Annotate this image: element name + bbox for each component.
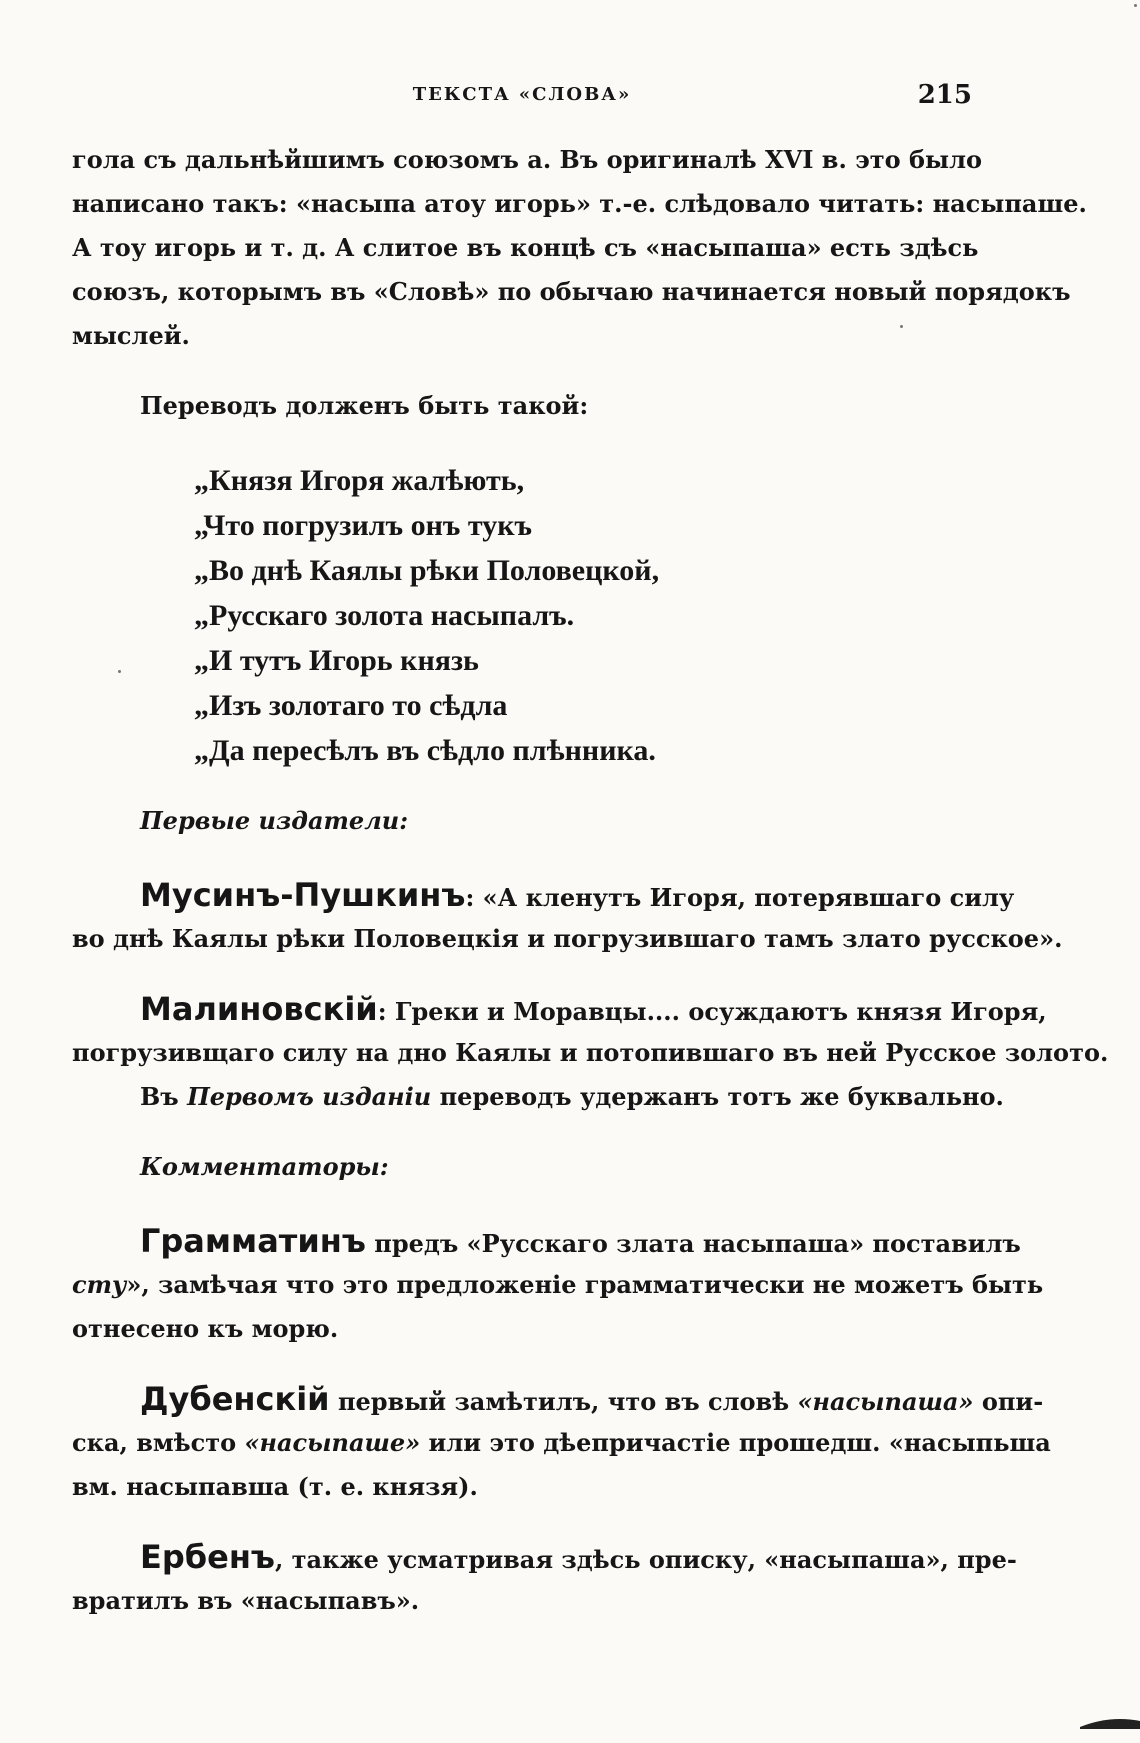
verse-line: „Во днѣ Каялы рѣки Половецкой, bbox=[194, 554, 660, 587]
entry-text: , также усматривая здѣсь описку, «насыпаша», пре- bbox=[274, 1545, 1017, 1574]
verse-line: „Изъ золотаго то сѣдла bbox=[194, 689, 508, 722]
verse-line: „Что погрузилъ онъ тукъ bbox=[194, 509, 532, 542]
entry-text: Въ bbox=[140, 1082, 188, 1111]
author-name: Малиновскій bbox=[140, 990, 378, 1028]
speck bbox=[1134, 4, 1137, 7]
entry-text: первый замѣтилъ, что въ словѣ bbox=[329, 1387, 798, 1416]
entry-erben-line1 bbox=[72, 1535, 1017, 1579]
entry-grammatin-line1 bbox=[72, 1219, 1021, 1263]
text-line: написано такъ: «насыпа атоу игорь» т.-е. слѣдовало читать: насыпаше. bbox=[72, 189, 1087, 218]
page-header bbox=[72, 80, 972, 110]
verse-line: „Русскаго золота насыпалъ. bbox=[194, 599, 575, 632]
entry-italic: Первомъ изданіи bbox=[187, 1082, 432, 1111]
entry-malinovsky-line1 bbox=[72, 987, 1047, 1031]
entry-musin-line1 bbox=[72, 873, 1015, 917]
text-line: вратилъ въ «насыпавъ». bbox=[72, 1586, 420, 1615]
page-corner-mark bbox=[1080, 1715, 1140, 1729]
entry-text: : «А кленутъ Игоря, потерявшаго силу bbox=[465, 883, 1015, 912]
entry-text: ска, вмѣсто bbox=[72, 1428, 245, 1457]
entry-text: опи- bbox=[973, 1387, 1044, 1416]
text-line: мыслей. bbox=[72, 321, 190, 350]
text-line: отнесено къ морю. bbox=[72, 1314, 339, 1343]
entry-dubensky-line1 bbox=[72, 1377, 1044, 1421]
entry-text: », замѣчая что это предложеніе грамматически не можетъ быть bbox=[126, 1270, 1044, 1299]
commentators-heading: Комментаторы: bbox=[140, 1152, 389, 1181]
entry-text: или это дѣепричастіе прошедш. «насыпьша bbox=[420, 1428, 1051, 1457]
verse-line: „Князя Игоря жалѣють, bbox=[194, 464, 525, 497]
translation-intro: Переводъ долженъ быть такой: bbox=[140, 391, 589, 420]
page-number: 215 bbox=[917, 80, 972, 110]
page-body bbox=[72, 138, 1109, 1623]
author-name: Ербенъ bbox=[140, 1538, 275, 1576]
entry-malinovsky-line3 bbox=[72, 1075, 1004, 1119]
first-editors-heading: Первые издатели: bbox=[140, 806, 409, 835]
author-name: Мусинъ-Пушкинъ bbox=[140, 876, 466, 914]
text-line: погрузивщаго силу на дно Каялы и потопившаго въ ней Русское золото. bbox=[72, 1038, 1109, 1067]
verse-line: „Да пересѣлъ въ сѣдло плѣнника. bbox=[194, 734, 656, 767]
author-name: Дубенскій bbox=[140, 1380, 330, 1418]
entry-grammatin-line2 bbox=[72, 1263, 1044, 1307]
entry-italic: сту bbox=[72, 1270, 127, 1299]
running-title: ТЕКСТА «СЛОВА» bbox=[412, 84, 632, 105]
author-name: Грамматинъ bbox=[140, 1222, 366, 1260]
entry-dubensky-line2 bbox=[72, 1421, 1051, 1465]
speck bbox=[118, 670, 121, 673]
speck bbox=[900, 325, 903, 328]
entry-text: переводъ удержанъ тотъ же буквально. bbox=[431, 1082, 1004, 1111]
text-line: союзъ, которымъ въ «Словѣ» по обычаю начинается новый порядокъ bbox=[72, 277, 1071, 306]
text-line: во днѣ Каялы рѣки Половецкія и погрузившаго тамъ злато русское». bbox=[72, 924, 1063, 953]
text-line: гола съ дальнѣйшимъ союзомъ а. Въ оригиналѣ XVI в. это было bbox=[72, 145, 983, 174]
entry-italic: «насыпаша» bbox=[797, 1387, 974, 1416]
entry-text: предъ «Русскаго злата насыпаша» поставилъ bbox=[365, 1229, 1021, 1258]
text-line: вм. насыпавша (т. е. князя). bbox=[72, 1472, 478, 1501]
entry-italic: «насыпаше» bbox=[244, 1428, 421, 1457]
text-line: А тоу игорь и т. д. А слитое въ концѣ съ «насыпаша» есть здѣсь bbox=[72, 233, 979, 262]
verse-line: „И тутъ Игорь князь bbox=[194, 644, 479, 677]
entry-text: : Греки и Моравцы.... осуждаютъ князя Игоря, bbox=[377, 997, 1047, 1026]
